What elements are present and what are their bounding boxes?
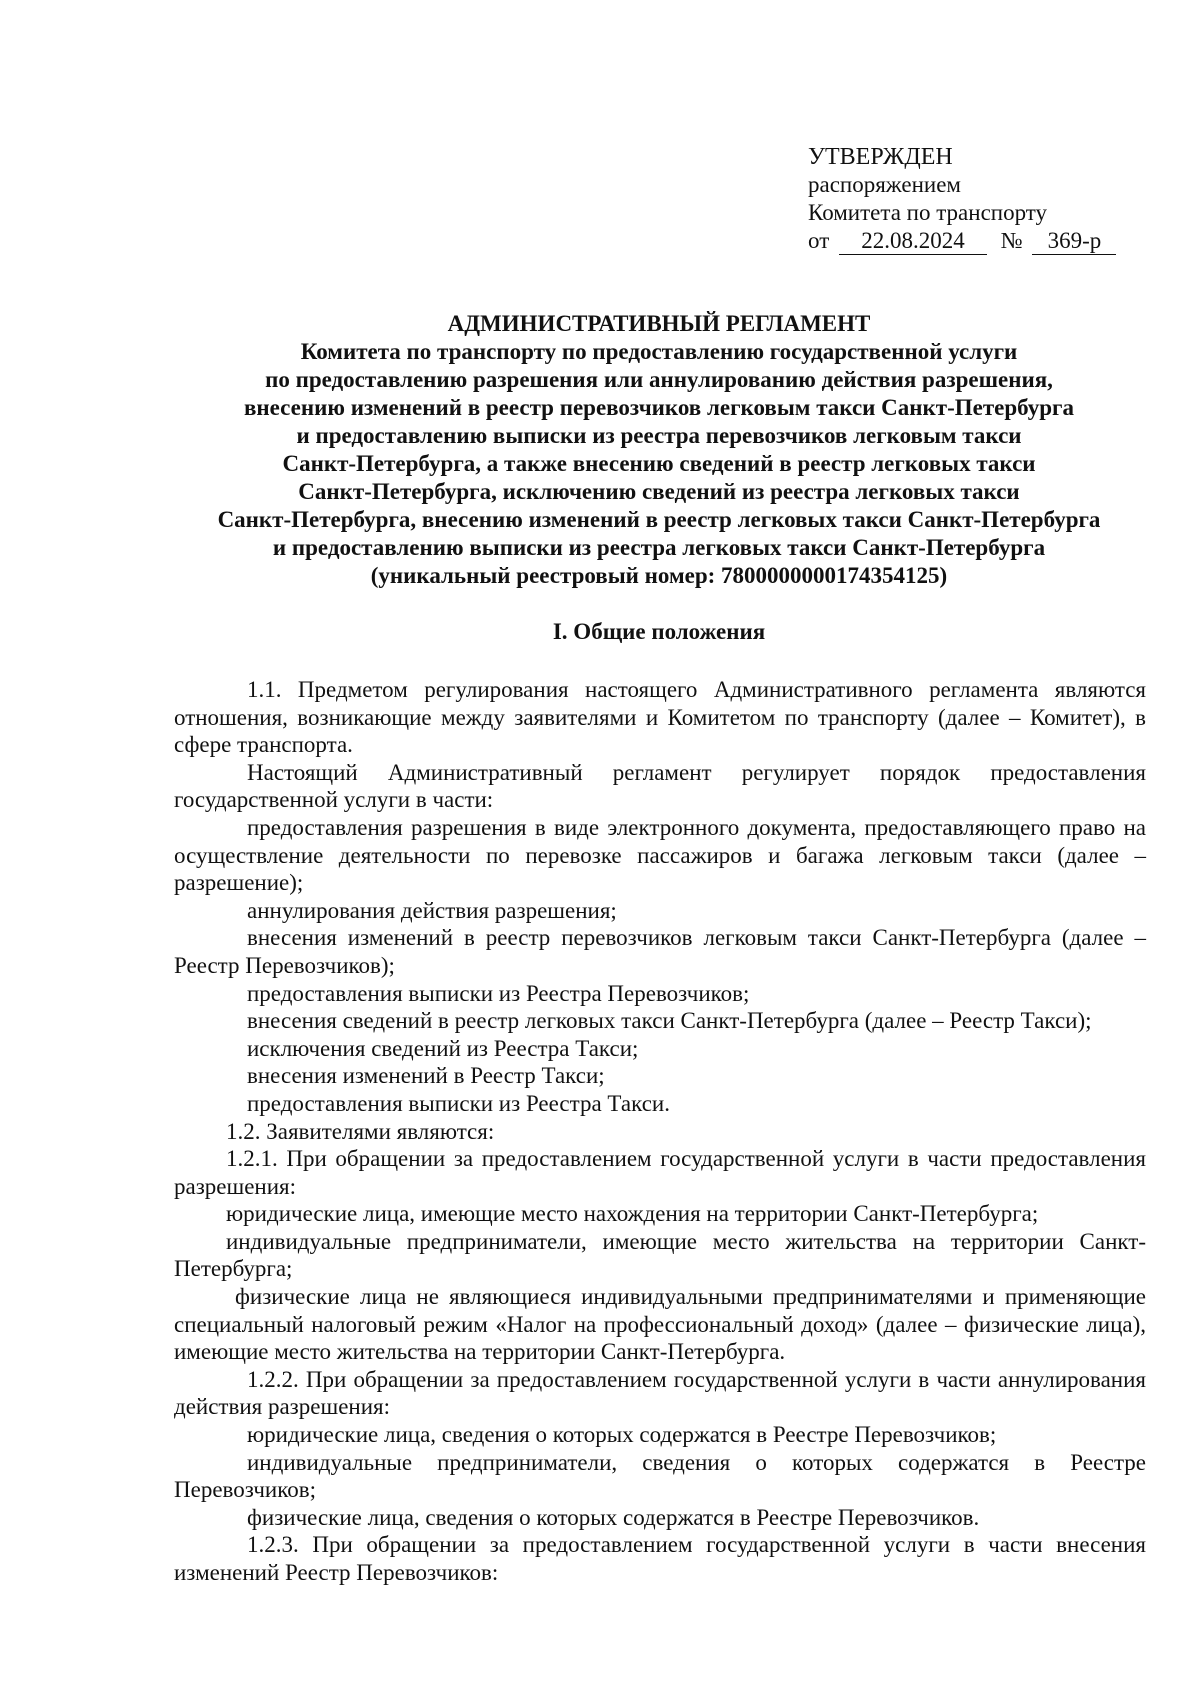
paragraph: исключения сведений из Реестра Такси; [247,1035,639,1061]
title-line: Комитета по транспорту по предоставлению государственной услуги [300,339,1018,364]
paragraph: 1.2.3. При обращении за предоставлением государственной услуги в части внесения изменений Реестр Перевозчиков: [174,1532,1146,1585]
order-number: 369-р [1032,229,1116,255]
paragraph: 1.1. Предметом регулирования настоящего Административного регламента являются отношения, возникающие между заявителями и Комитетом по транспорту (далее – Комитет), в сфере транспорта. [174,677,1146,758]
paragraph: индивидуальные предприниматели, сведения о которых содержатся в Реестре Перевозчиков; [174,1449,1146,1503]
registry-number-line: (уникальный реестровый номер: 7800000000174354125) [370,563,948,588]
paragraph: внесения изменений в Реестр Такси; [247,1063,605,1089]
title-line: Санкт-Петербурга, внесению изменений в реестр легковых такси Санкт-Петербурга [217,507,1101,532]
paragraph: 1.2.2. При обращении за предоставлением государственной услуги в части аннулирования действия разрешения: [174,1366,1146,1420]
paragraph: юридические лица, сведения о которых содержатся в Реестре Перевозчиков; [247,1422,997,1448]
order-date: 22.08.2024 [839,229,987,255]
title-line: по предоставлению разрешения или аннулированию действия разрешения, [265,367,1053,392]
paragraph: внесения изменений в реестр перевозчиков легковым такси Санкт-Петербурга (далее – Реестр Перевозчиков); [174,925,1146,978]
title-line: Санкт-Петербурга, а также внесению сведений в реестр легковых такси [282,451,1036,476]
approval-by-order: распоряжением [808,172,961,197]
approval-committee: Комитета по транспорту [808,200,1048,225]
paragraph: аннулирования действия разрешения; [247,897,617,923]
title-line: внесению изменений в реестр перевозчиков легковым такси Санкт-Петербурга [244,395,1074,420]
document-title [174,310,1144,590]
paragraph: физические лица, сведения о которых содержатся в Реестре Перевозчиков. [247,1504,980,1530]
paragraph: предоставления выписки из Реестра Такси. [247,1090,670,1116]
paragraph: юридические лица, имеющие место нахождения на территории Санкт-Петербурга; [226,1201,1039,1227]
paragraph: индивидуальные предприниматели, имеющие место жительства на территории Санкт-Петербурга; [174,1228,1146,1282]
date-prefix: от [808,228,830,253]
title-line: Санкт-Петербурга, исключению сведений из реестра легковых такси [298,479,1020,504]
paragraph: внесения сведений в реестр легковых такси Санкт-Петербурга (далее – Реестр Такси); [247,1008,1092,1034]
paragraph: физические лица не являющиеся индивидуальными предпринимателями и применяющие специальный налоговый режим «Налог на профессиональный доход» (далее – физические лица), имеющие место жительства на территории Санкт-Петербурга. [174,1284,1146,1365]
paragraph: предоставления выписки из Реестра Перевозчиков; [247,980,750,1006]
paragraph: 1.2.1. При обращении за предоставлением государственной услуги в части предоставления разрешения: [174,1146,1146,1199]
paragraph: Настоящий Административный регламент регулирует порядок предоставления государственной услуги в части: [174,759,1146,813]
paragraph: 1.2. Заявителями являются: [226,1118,495,1144]
title-main: АДМИНИСТРАТИВНЫЙ РЕГЛАМЕНТ [447,311,871,336]
section-heading: I. Общие положения [552,619,766,644]
paragraph: предоставления разрешения в виде электронного документа, предоставляющего право на осуществление деятельности по перевозке пассажиров и багажа легковым такси (далее – разрешение); [174,814,1146,896]
title-line: и предоставлению выписки из реестра перевозчиков легковым такси [296,423,1022,448]
approval-heading: УТВЕРЖДЕН [808,144,953,170]
number-prefix: № [1000,228,1023,253]
approval-stamp-block [808,143,1138,255]
document-body [174,676,1146,1587]
title-line: и предоставлению выписки из реестра легковых такси Санкт-Петербурга [272,535,1046,560]
approval-date-line [808,227,1138,255]
